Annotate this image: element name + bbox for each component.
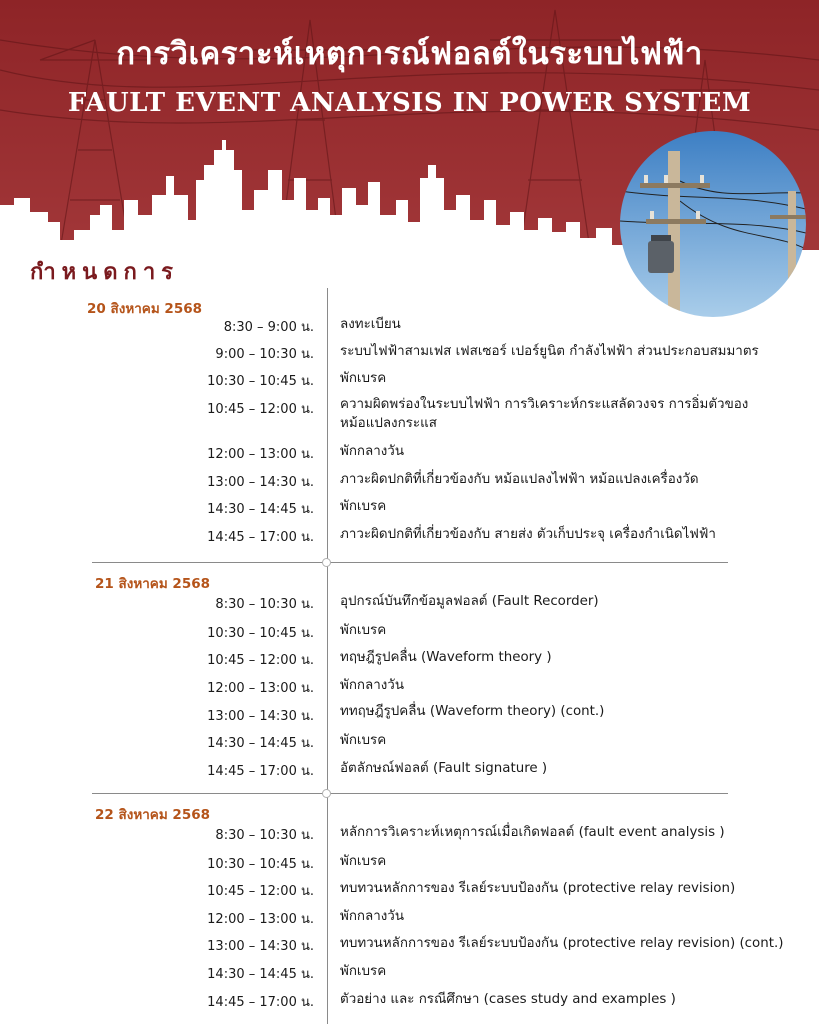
session-time: 14:30 – 14:45 น. [207, 502, 314, 517]
session-activity-continued: หม้อแปลงกระแส [340, 416, 437, 431]
session-time: 13:00 – 14:30 น. [207, 939, 314, 954]
session-activity: ลงทะเบียน [340, 317, 401, 332]
session-time: 10:45 – 12:00 น. [207, 402, 314, 417]
session-time: 10:30 – 10:45 น. [207, 374, 314, 389]
session-activity: พักเบรค [340, 623, 387, 638]
session-time: 8:30 – 10:30 น. [215, 597, 314, 612]
day-divider-2 [92, 793, 728, 794]
timeline-dot-2 [322, 789, 331, 798]
utility-pole-photo [620, 131, 806, 317]
session-activity: ทบทวนหลักการของ รีเลย์ระบบป้องกัน (protective relay revision) [340, 881, 736, 896]
session-activity: ทบทวนหลักการของ รีเลย์ระบบป้องกัน (protective relay revision) (cont.) [340, 936, 784, 951]
day-date: 21 สิงหาคม 2568 [95, 576, 211, 592]
session-activity: ทฤษฎีรูปคลื่น (Waveform theory ) [340, 650, 552, 665]
session-time: 14:45 – 17:00 น. [207, 995, 314, 1010]
session-activity: ภาวะผิดปกติที่เกี่ยวข้องกับ สายส่ง ตัวเก็บประจุ เครื่องกำเนิดไฟฟ้า [340, 527, 716, 542]
day-date: 20 สิงหาคม 2568 [87, 301, 203, 317]
session-time: 13:00 – 14:30 น. [207, 709, 314, 724]
session-time: 12:00 – 13:00 น. [207, 447, 314, 462]
session-time: 10:30 – 10:45 น. [207, 857, 314, 872]
session-time: 8:30 – 10:30 น. [215, 828, 314, 843]
session-time: 10:45 – 12:00 น. [207, 884, 314, 899]
title-english: FAULT EVENT ANALYSIS IN POWER SYSTEM [67, 88, 752, 118]
day-divider-1 [92, 562, 728, 563]
session-time: 10:30 – 10:45 น. [207, 626, 314, 641]
schedule-heading: กำหนดการ [30, 260, 179, 285]
session-activity: ภาวะผิดปกติที่เกี่ยวข้องกับ หม้อแปลงไฟฟ้า หม้อแปลงเครื่องวัด [340, 472, 699, 487]
session-activity: อัตลักษณ์ฟอลต์ (Fault signature ) [340, 761, 548, 776]
session-activity: ตัวอย่าง และ กรณีศึกษา (cases study and examples ) [340, 992, 676, 1007]
session-activity: พักเบรค [340, 499, 387, 514]
session-activity: พักกลางวัน [340, 909, 404, 924]
session-time: 8:30 – 9:00 น. [223, 320, 314, 335]
timeline-dot-1 [322, 558, 331, 567]
session-time: 12:00 – 13:00 น. [207, 912, 314, 927]
session-activity: อุปกรณ์บันทึกข้อมูลฟอลต์ (Fault Recorder) [340, 594, 599, 609]
session-activity: พักกลางวัน [340, 678, 404, 693]
session-time: 13:00 – 14:30 น. [207, 475, 314, 490]
session-activity: พักเบรค [340, 371, 387, 386]
session-activity: ความผิดพร่องในระบบไฟฟ้า การวิเคราะห์กระแสลัดวงจร การอิ่มตัวของ [340, 397, 749, 412]
session-activity: ระบบไฟฟ้าสามเฟส เฟสเซอร์ เปอร์ยูนิต กำลังไฟฟ้า ส่วนประกอบสมมาตร [340, 344, 759, 359]
session-time: 12:00 – 13:00 น. [207, 681, 314, 696]
day-date: 22 สิงหาคม 2568 [95, 807, 211, 823]
session-activity: หลักการวิเคราะห์เหตุการณ์เมื่อเกิดฟอลต์ (fault event analysis ) [340, 825, 725, 840]
session-time: 9:00 – 10:30 น. [215, 347, 314, 362]
title-thai: การวิเคราะห์เหตุการณ์ฟอลต์ในระบบไฟฟ้า [116, 36, 703, 72]
session-activity: พักเบรค [340, 854, 387, 869]
timeline-vertical-line [327, 288, 328, 1024]
session-time: 14:30 – 14:45 น. [207, 736, 314, 751]
session-activity: พักเบรค [340, 964, 387, 979]
session-activity: พักกลางวัน [340, 444, 404, 459]
session-time: 14:30 – 14:45 น. [207, 967, 314, 982]
session-activity: พักเบรค [340, 733, 387, 748]
session-time: 10:45 – 12:00 น. [207, 653, 314, 668]
session-time: 14:45 – 17:00 น. [207, 764, 314, 779]
session-activity: ททฤษฎีรูปคลื่น (Waveform theory) (cont.) [340, 704, 605, 719]
session-time: 14:45 – 17:00 น. [207, 530, 314, 545]
